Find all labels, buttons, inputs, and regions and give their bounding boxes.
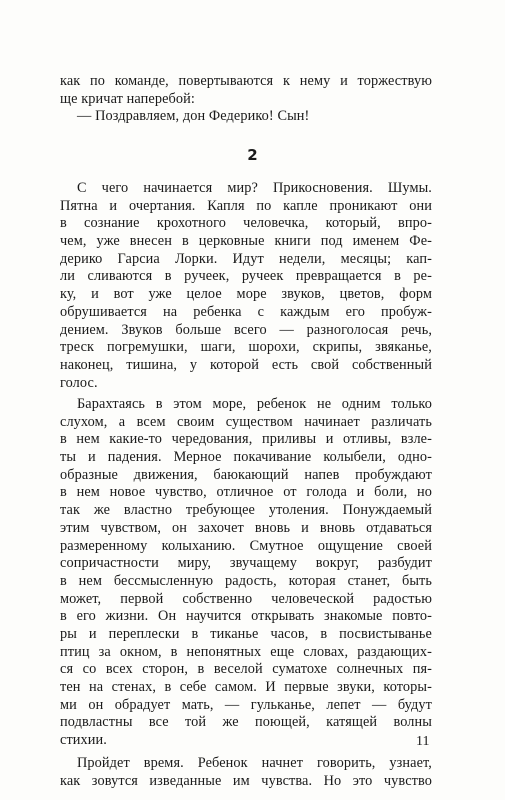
text-line: как зовутся изведанные им чувства. Но это чувство	[60, 772, 432, 789]
dialogue-line: — Поздравляем, дон Федерико! Сын!	[77, 108, 310, 125]
page-number: 11	[416, 734, 430, 749]
top-paragraph	[60, 73, 432, 126]
text-line: может, первой собственно человеческой радостью	[60, 590, 432, 607]
text-line: слухом, а всем своим существом начинает различать	[60, 413, 432, 430]
text-line: птиц за окном, в непонятных еще словах, раздающих-	[60, 643, 432, 660]
text-line: Барахтаясь в этом море, ребенок не одним только	[77, 396, 432, 412]
text-line: в нем новое чувство, отличное от голода и боли, но	[60, 484, 432, 501]
chapter-number: 2	[247, 146, 258, 164]
text-line: ры и переплески в тиканье часов, в посвистыванье	[60, 625, 432, 642]
text-line: размеренному колыханию. Смутное ощущение своей	[60, 537, 432, 554]
text-line: ми он обрадует мать, — гульканье, лепет — будут	[60, 696, 432, 713]
text-line: Пройдет время. Ребенок начнет говорить, узнает,	[77, 755, 432, 771]
text-line: С чего начинается мир? Прикосновения. Шумы.	[77, 180, 432, 196]
text-line: этим чувством, он захочет вновь и вновь отдаваться	[60, 519, 432, 536]
text-line: в сознание крохотного человечка, который, впро-	[60, 215, 432, 232]
text-line: в нем бессмысленную радость, которая станет, быть	[60, 572, 432, 589]
text-line: в нем какие-то чередования, приливы и отливы, взле-	[60, 431, 432, 448]
text-line: стихии.	[60, 732, 107, 749]
paragraph-2	[60, 396, 432, 750]
text-line: дерико Гарсиа Лорки. Идут недели, месяцы; кап-	[60, 250, 432, 267]
paragraph-1	[60, 180, 432, 392]
text-line: голос.	[60, 374, 98, 391]
text-line: как по команде, повертываются к нему и торжествую	[60, 73, 432, 89]
text-line: наконец, тишина, у которой есть свой собственный	[60, 356, 432, 373]
text-line: обрушивается на ребенка с каждым его пробуж-	[60, 303, 432, 320]
text-line: дением. Звуков больше всего — разноголосая речь,	[60, 321, 432, 338]
text-line: тен на стенах, в себе самом. И первые звуки, которы-	[60, 679, 432, 695]
text-line: подвластны все той же поющей, катящей волны	[60, 714, 432, 731]
text-line: сопричастности миру, звучащему вокруг, разбудит	[60, 555, 432, 572]
text-line: чем, уже внесен в церковные книги под именем Фе-	[60, 233, 432, 250]
text-line: ще кричат наперебой:	[60, 90, 196, 107]
text-line: Пятна и очертания. Капля по капле проникают они	[60, 197, 432, 214]
text-line: ты и падения. Мерное покачивание колыбели, одно-	[60, 449, 432, 466]
text-line: так же властно требующее утоления. Понуждаемый	[60, 502, 432, 519]
text-line: треск погремушки, шаги, шорохи, скрипы, звяканье,	[60, 339, 432, 356]
paragraph-3	[60, 755, 432, 790]
text-line: ку, и вот уже целое море звуков, цветов, форм	[60, 286, 432, 303]
text-line: ли сливаются в ручеек, ручеек превращается в ре-	[60, 268, 432, 285]
text-line: в его жизни. Он научится открывать знакомые повто-	[60, 608, 432, 625]
text-line: ся со всех сторон, в веселой суматохе солнечных пя-	[60, 661, 432, 678]
text-line: образные движения, баюкающий напев пробуждают	[60, 466, 432, 483]
